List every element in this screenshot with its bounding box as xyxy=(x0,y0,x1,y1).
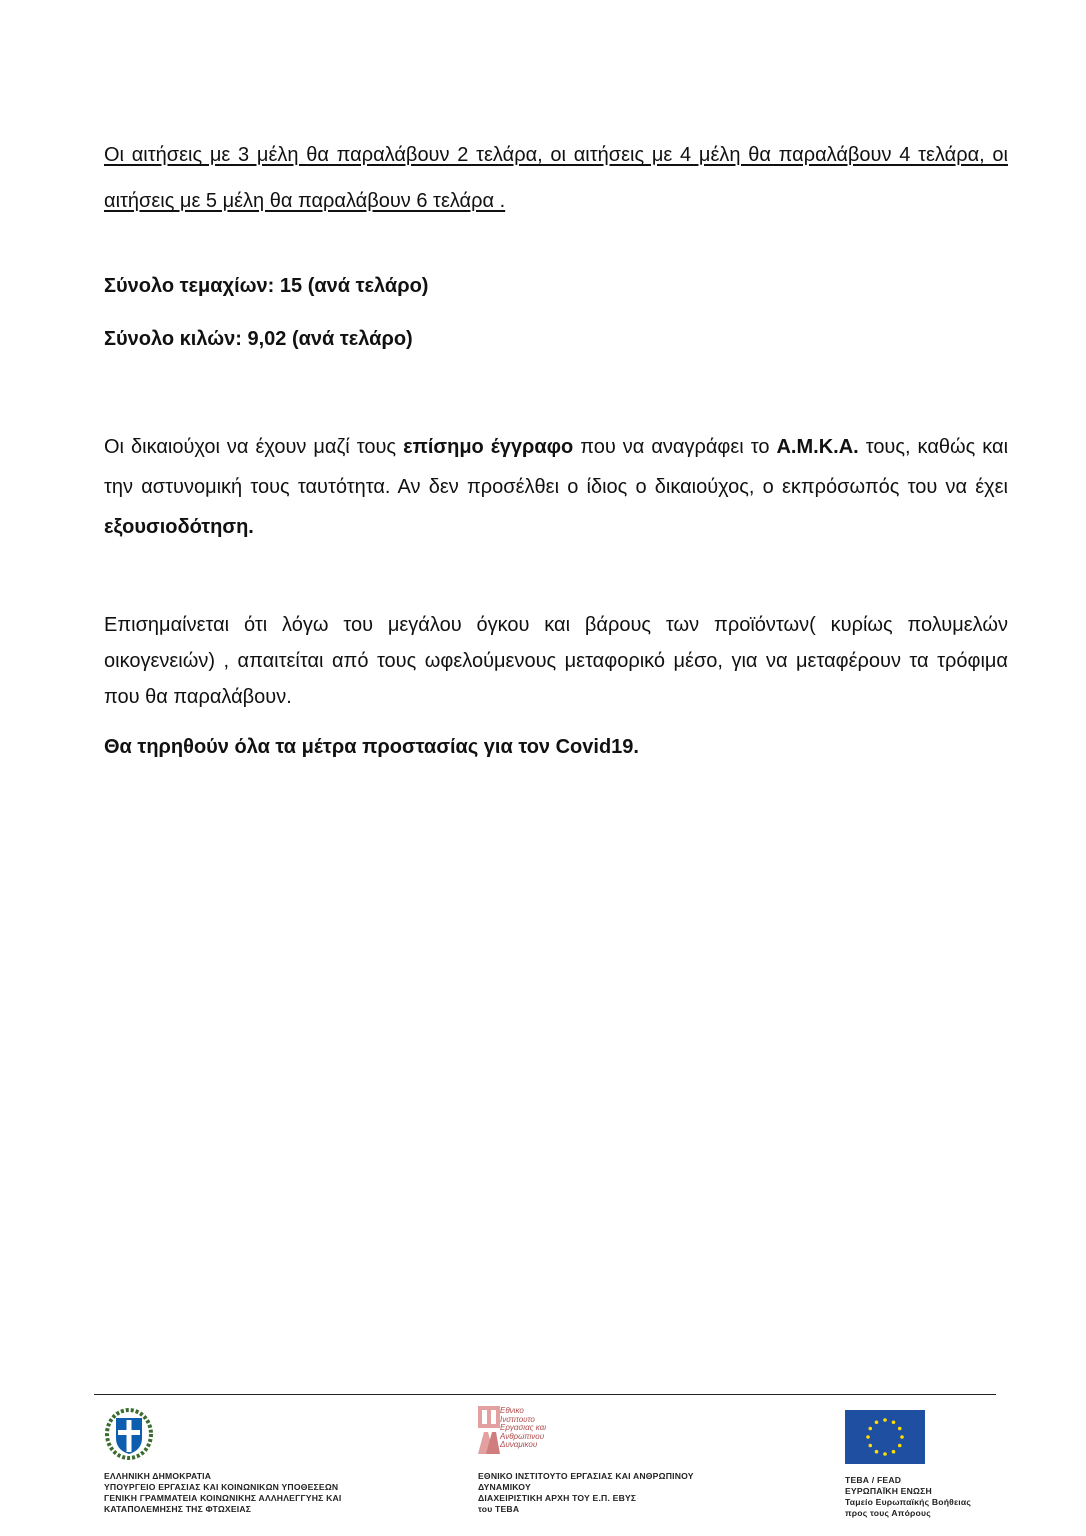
eu-star-icon xyxy=(900,1435,904,1439)
eu-star-icon xyxy=(868,1427,872,1431)
logo-text-line: Εθνικο xyxy=(500,1406,524,1415)
logo-text-line: Ινστιτουτο xyxy=(500,1414,535,1424)
covid-measures-line: Θα τηρηθούν όλα τα μέτρα προστασίας για τον Covid19. xyxy=(104,736,639,758)
eu-star-icon xyxy=(875,1420,879,1424)
text-run: Οι δικαιούχοι να έχουν μαζί τους xyxy=(104,436,404,458)
bold-authorization: εξουσιοδότηση. xyxy=(104,516,254,538)
caption-line: ΤΕΒΑ / FEAD xyxy=(845,1475,902,1485)
ministry-caption xyxy=(104,1471,342,1515)
eu-star-icon xyxy=(883,1452,887,1456)
caption-line: προς τους Απόρους xyxy=(845,1508,931,1518)
eu-star-icon xyxy=(883,1418,887,1422)
eu-star-icon xyxy=(892,1450,896,1454)
caption-line: ΔΥΝΑΜΙΚΟΥ xyxy=(478,1482,531,1492)
eiead-logo-icon xyxy=(478,1406,500,1456)
eu-star-icon xyxy=(868,1444,872,1448)
text-run: που να αναγράφει το xyxy=(573,436,777,458)
eu-star-icon xyxy=(892,1420,896,1424)
caption-line: ΥΠΟΥΡΓΕΙΟ ΕΡΓΑΣΙΑΣ ΚΑΙ ΚΟΙΝΩΝΙΚΩΝ ΥΠΟΘΕΣΕΩΝ xyxy=(104,1482,339,1492)
logo-text-line: Δυναμικου xyxy=(500,1440,538,1449)
caption-line: Ταμείο Ευρωπαϊκής Βοήθειας xyxy=(845,1497,972,1507)
eu-star-icon xyxy=(866,1435,870,1439)
logo-text-line: Ανθρωπινου xyxy=(500,1431,545,1441)
caption-line: ΓΕΝΙΚΗ ΓΡΑΜΜΑΤΕΙΑ ΚΟΙΝΩΝΙΚΗΣ ΑΛΛΗΛΕΓΓΥΗΣ ΚΑΙ xyxy=(104,1493,342,1503)
total-kilos-line: Σύνολο κιλών: 9,02 (ανά τελάρο) xyxy=(104,328,413,350)
members-allocation-paragraph: Οι αιτήσεις με 3 μέλη θα παραλάβουν 2 τελάρα, οι αιτήσεις με 4 μέλη θα παραλάβουν 4 τελάρα, οι αιτήσεις με 5 μέλη θα παραλάβουν 6 τελάρα . xyxy=(104,144,1008,212)
bold-amka: Α.Μ.Κ.Α. xyxy=(776,436,859,458)
transport-notice-paragraph: Επισημαίνεται ότι λόγω του μεγάλου όγκου και βάρους των προϊόντων( κυρίως πολυμελών οικογενειών) , απαιτείται από τους ωφελούμενους μεταφορικό μέσο, για να μεταφέρουν τα τρόφιμα που θα παραλάβουν. xyxy=(104,614,1008,708)
caption-line: ΕΘΝΙΚΟ ΙΝΣΤΙΤΟΥΤΟ ΕΡΓΑΣΙΑΣ ΚΑΙ ΑΝΘΡΩΠΙΝΟΥ xyxy=(478,1471,694,1481)
fead-caption xyxy=(845,1475,971,1519)
caption-line: ΚΑΤΑΠΟΛΕΜΗΣΗΣ ΤΗΣ ΦΤΩΧΕΙΑΣ xyxy=(104,1504,252,1514)
bold-official-document: επίσημο έγγραφο xyxy=(403,436,574,458)
documents-paragraph xyxy=(104,427,1008,547)
caption-line: του ΤΕΒΑ xyxy=(478,1504,520,1514)
greek-coat-of-arms-icon xyxy=(104,1408,154,1460)
footer-divider xyxy=(94,1394,996,1395)
eiead-logo-text xyxy=(500,1407,546,1450)
logo-text-line: Εργασιας και xyxy=(500,1423,546,1432)
eiead-caption xyxy=(478,1471,694,1515)
text-run: τους, καθώς και την αστυνομική τους ταυτότητα. Αν δεν προσέλθει ο ίδιος ο δικαιούχος, ο εκπρόσωπός του να έχει xyxy=(104,436,1009,498)
eu-flag-icon xyxy=(845,1410,925,1464)
caption-line: ΕΥΡΩΠΑΪΚΗ ΕΝΩΣΗ xyxy=(845,1486,932,1496)
caption-line: ΕΛΛΗΝΙΚΗ ΔΗΜΟΚΡΑΤΙΑ xyxy=(104,1471,212,1481)
eu-star-icon xyxy=(898,1444,902,1448)
total-pieces-line: Σύνολο τεμαχίων: 15 (ανά τελάρο) xyxy=(104,275,429,297)
eu-star-icon xyxy=(875,1450,879,1454)
eu-star-icon xyxy=(898,1427,902,1431)
caption-line: ΔΙΑΧΕΙΡΙΣΤΙΚΗ ΑΡΧΗ ΤΟΥ Ε.Π. ΕΒΥΣ xyxy=(478,1493,637,1503)
